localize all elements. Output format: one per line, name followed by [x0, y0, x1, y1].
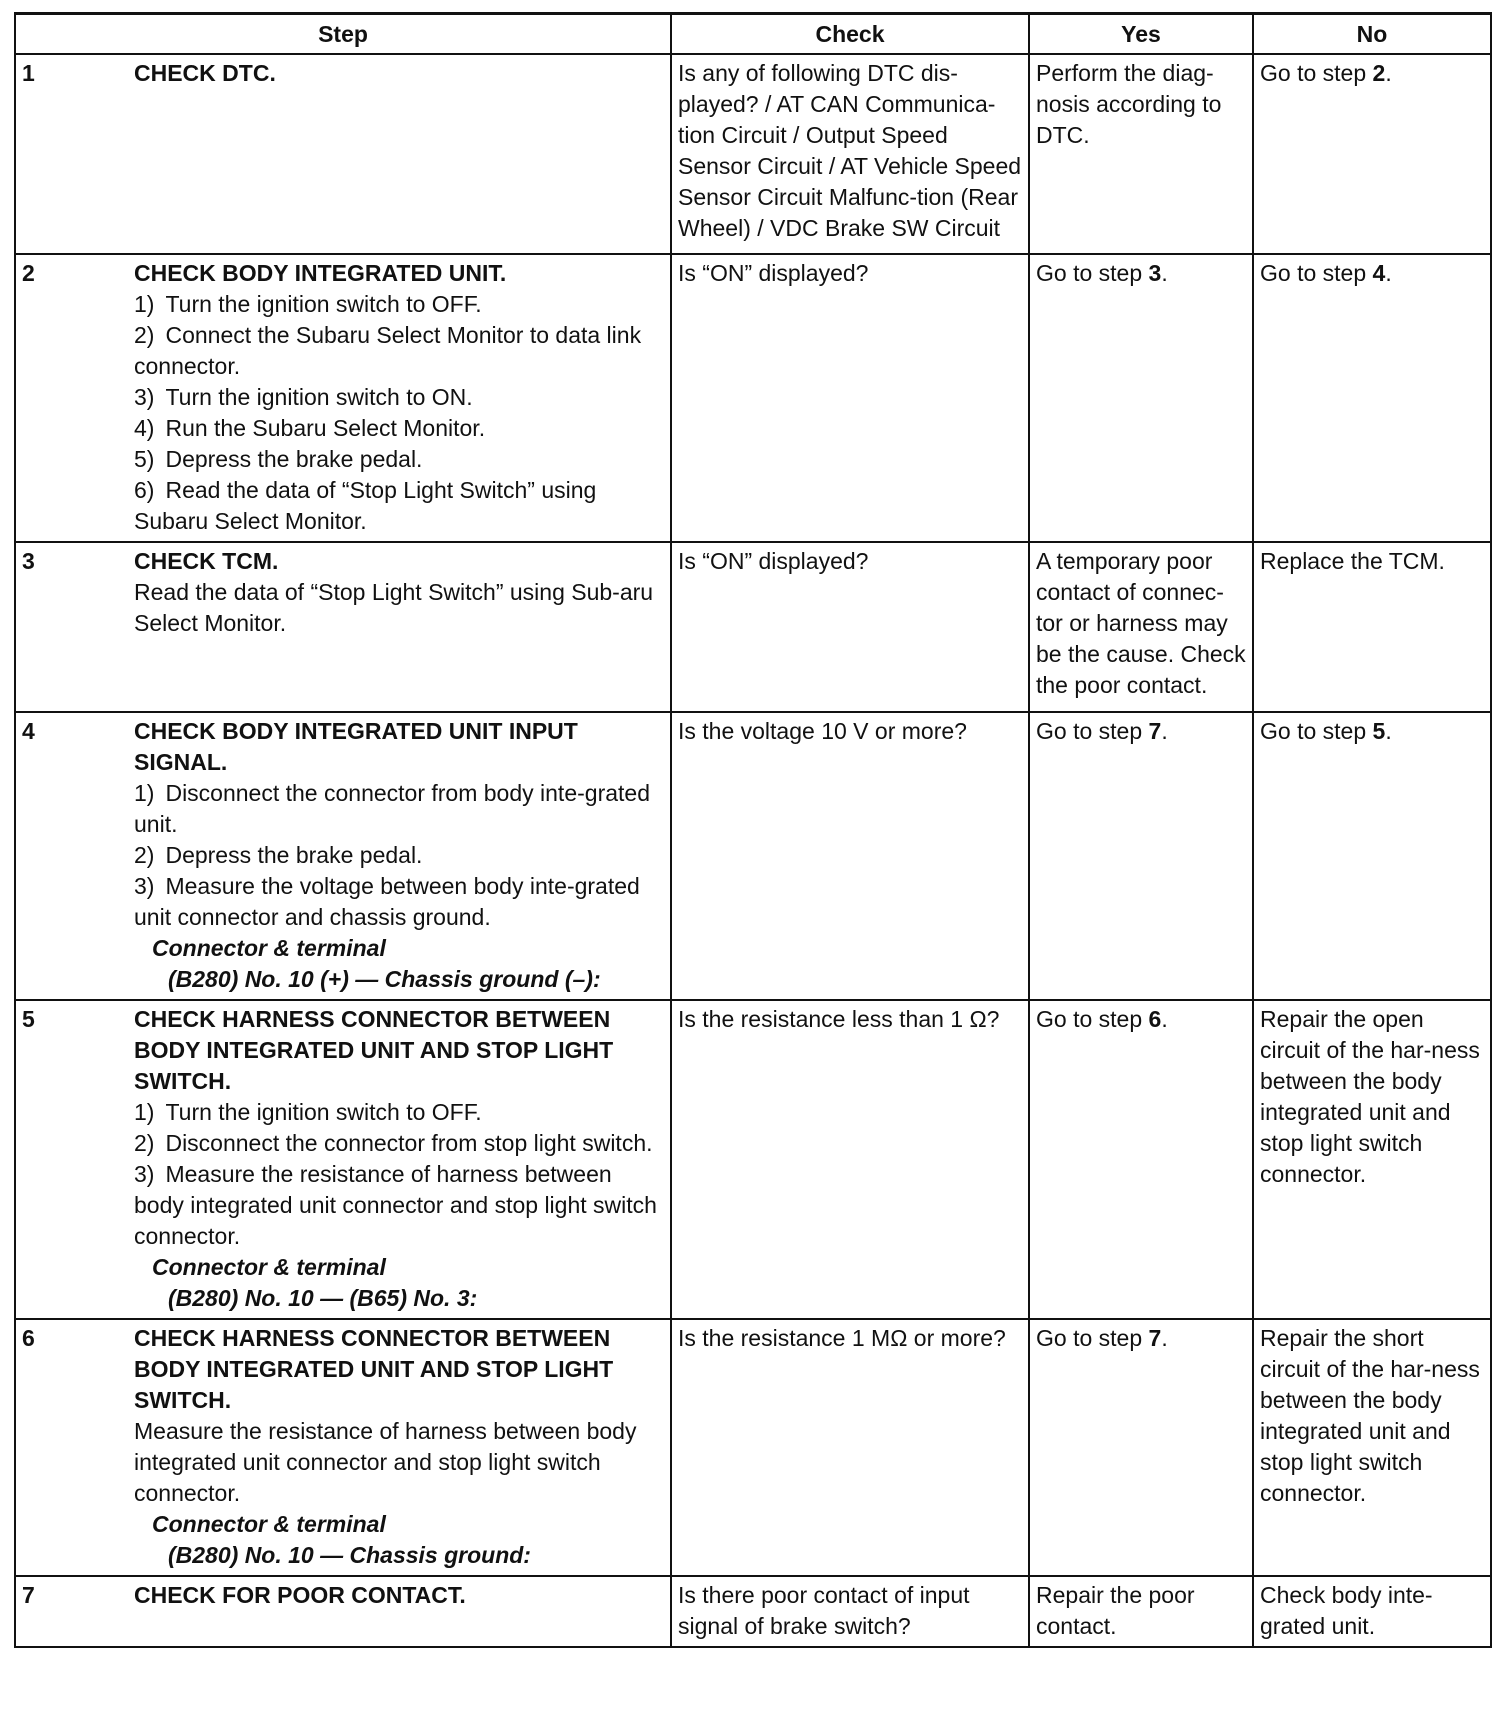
list-item-text: Depress the brake pedal.: [165, 842, 423, 868]
diagnostic-procedure-table: [14, 12, 1492, 1648]
yes-text: Go to step: [1036, 1325, 1149, 1351]
yes-cell: [1029, 1576, 1253, 1647]
list-item-number: 3): [134, 384, 155, 410]
step-cell: [15, 542, 671, 712]
list-item-number: 4): [134, 415, 155, 441]
list-item-number: 6): [134, 477, 155, 503]
no-text: Go to step: [1260, 260, 1373, 286]
step-number: 4: [22, 718, 35, 744]
connector-terminal-value: (B280) No. 10 — (B65) No. 3:: [168, 1285, 478, 1311]
step-title: CHECK HARNESS CONNECTOR BETWEEN BODY INTEGRATED UNIT AND STOP LIGHT SWITCH.: [134, 1325, 614, 1413]
table-row: [15, 542, 1491, 712]
step-number: 2: [22, 260, 35, 286]
list-item-text: Connect the Subaru Select Monitor to data link connector.: [134, 322, 642, 379]
step-cell: [15, 254, 671, 542]
step-title: CHECK FOR POOR CONTACT.: [134, 1582, 466, 1608]
connector-terminal-heading: Connector & terminal: [152, 1254, 386, 1280]
step-cell: [15, 1576, 671, 1647]
table-body: [15, 54, 1491, 1647]
header-step: Step: [15, 14, 671, 55]
list-item-text: Disconnect the connector from stop light switch.: [165, 1130, 653, 1156]
step-title: CHECK HARNESS CONNECTOR BETWEEN BODY INTEGRATED UNIT AND STOP LIGHT SWITCH.: [134, 1006, 614, 1094]
step-list-item: [134, 871, 665, 933]
step-list-item: [134, 1128, 665, 1159]
no-text: Repair the short circuit of the har-ness between the body integrated unit and stop light switch connector.: [1260, 1325, 1480, 1506]
step-cell: [15, 1000, 671, 1319]
no-cell: [1253, 1319, 1491, 1576]
table-row: [15, 1000, 1491, 1319]
list-item-text: Turn the ignition switch to ON.: [165, 384, 473, 410]
step-number: 6: [22, 1325, 35, 1351]
list-item-text: Measure the resistance of harness between body integrated unit connector and stop light switch connector.: [134, 1161, 657, 1249]
step-list-item: [134, 778, 665, 840]
step-instruction: Measure the resistance of harness between body integrated unit connector and stop light switch connector.: [134, 1418, 637, 1506]
step-number: 1: [22, 60, 35, 86]
table-row: [15, 1576, 1491, 1647]
list-item-number: 3): [134, 1161, 155, 1187]
step-list-item: [134, 1159, 665, 1252]
table-row: [15, 1319, 1491, 1576]
check-cell: Is the resistance 1 MΩ or more?: [671, 1319, 1029, 1576]
check-cell: Is the resistance less than 1 Ω?: [671, 1000, 1029, 1319]
yes-text: Go to step: [1036, 260, 1149, 286]
step-title: CHECK TCM.: [134, 548, 279, 574]
step-title: CHECK DTC.: [134, 60, 276, 86]
header-yes: Yes: [1029, 14, 1253, 55]
yes-cell: [1029, 712, 1253, 1000]
no-text: Replace the TCM.: [1260, 548, 1445, 574]
no-suffix: .: [1385, 260, 1392, 286]
step-list-item: [134, 840, 665, 871]
list-item-number: 2): [134, 842, 155, 868]
no-text: Go to step: [1260, 60, 1373, 86]
list-item-text: Run the Subaru Select Monitor.: [165, 415, 486, 441]
check-cell: Is the voltage 10 V or more?: [671, 712, 1029, 1000]
no-step-ref: 5: [1372, 718, 1386, 744]
connector-terminal-value: (B280) No. 10 — Chassis ground:: [168, 1542, 531, 1568]
yes-text: A temporary poor contact of connec-tor or harness may be the cause. Check the poor contact.: [1036, 548, 1246, 698]
step-list-item: [134, 413, 665, 444]
check-cell: Is any of following DTC dis-played? / AT CAN Communica-tion Circuit / Output Speed Sensor Circuit / AT Vehicle Speed Sensor Circuit Malfunc-tion (Rear Wheel) / VDC Brake SW Circuit: [671, 54, 1029, 254]
check-cell: Is “ON” displayed?: [671, 542, 1029, 712]
list-item-number: 1): [134, 291, 155, 317]
no-suffix: .: [1385, 60, 1392, 86]
step-cell: [15, 1319, 671, 1576]
yes-cell: [1029, 1319, 1253, 1576]
step-body: [134, 546, 665, 639]
list-item-text: Read the data of “Stop Light Switch” using Subaru Select Monitor.: [134, 477, 597, 534]
table-row: [15, 54, 1491, 254]
no-cell: [1253, 54, 1491, 254]
connector-terminal-value: (B280) No. 10 (+) — Chassis ground (–):: [168, 966, 601, 992]
yes-step-ref: 6: [1148, 1006, 1162, 1032]
no-cell: [1253, 542, 1491, 712]
step-list-item: [134, 475, 665, 537]
step-number: 5: [22, 1006, 35, 1032]
list-item-text: Turn the ignition switch to OFF.: [165, 1099, 482, 1125]
step-list-item: [134, 320, 665, 382]
yes-text: Go to step: [1036, 1006, 1149, 1032]
header-check: Check: [671, 14, 1029, 55]
step-title: CHECK BODY INTEGRATED UNIT INPUT SIGNAL.: [134, 718, 578, 775]
yes-step-ref: 7: [1148, 1325, 1162, 1351]
step-body: [134, 716, 665, 995]
no-cell: [1253, 712, 1491, 1000]
yes-cell: [1029, 54, 1253, 254]
step-body: [134, 1004, 665, 1314]
yes-text: Perform the diag-nosis according to DTC.: [1036, 60, 1222, 148]
step-list-item: [134, 1097, 665, 1128]
step-body: [134, 1580, 665, 1611]
step-title: CHECK BODY INTEGRATED UNIT.: [134, 260, 507, 286]
yes-suffix: .: [1161, 260, 1168, 286]
step-list-item: [134, 382, 665, 413]
step-list-item: [134, 289, 665, 320]
list-item-text: Disconnect the connector from body inte-grated unit.: [134, 780, 650, 837]
yes-cell: [1029, 1000, 1253, 1319]
yes-suffix: .: [1161, 1006, 1168, 1032]
no-step-ref: 2: [1372, 60, 1386, 86]
list-item-number: 1): [134, 1099, 155, 1125]
yes-text: Go to step: [1036, 718, 1149, 744]
connector-terminal-heading: Connector & terminal: [152, 1511, 386, 1537]
step-body: [134, 258, 665, 537]
list-item-text: Turn the ignition switch to OFF.: [165, 291, 482, 317]
list-item-number: 1): [134, 780, 155, 806]
yes-suffix: .: [1161, 718, 1168, 744]
yes-cell: [1029, 254, 1253, 542]
list-item-text: Depress the brake pedal.: [165, 446, 423, 472]
step-body: [134, 1323, 665, 1571]
no-cell: [1253, 1576, 1491, 1647]
connector-terminal-heading: Connector & terminal: [152, 935, 386, 961]
yes-step-ref: 7: [1148, 718, 1162, 744]
step-list-item: [134, 444, 665, 475]
list-item-number: 5): [134, 446, 155, 472]
table-row: [15, 254, 1491, 542]
step-body: [134, 58, 665, 89]
no-cell: [1253, 1000, 1491, 1319]
check-cell: Is “ON” displayed?: [671, 254, 1029, 542]
yes-suffix: .: [1161, 1325, 1168, 1351]
yes-step-ref: 3: [1148, 260, 1162, 286]
no-step-ref: 4: [1372, 260, 1386, 286]
step-number: 3: [22, 548, 35, 574]
step-number: 7: [22, 1582, 35, 1608]
no-text: Check body inte-grated unit.: [1260, 1582, 1433, 1639]
header-no: No: [1253, 14, 1491, 55]
check-cell: Is there poor contact of input signal of brake switch?: [671, 1576, 1029, 1647]
header-row: [15, 14, 1491, 55]
yes-cell: [1029, 542, 1253, 712]
step-instruction: Read the data of “Stop Light Switch” using Sub-aru Select Monitor.: [134, 579, 654, 636]
list-item-number: 2): [134, 1130, 155, 1156]
yes-text: Repair the poor contact.: [1036, 1582, 1195, 1639]
no-suffix: .: [1385, 718, 1392, 744]
no-cell: [1253, 254, 1491, 542]
table-row: [15, 712, 1491, 1000]
list-item-number: 3): [134, 873, 155, 899]
step-cell: [15, 54, 671, 254]
no-text: Go to step: [1260, 718, 1373, 744]
step-cell: [15, 712, 671, 1000]
list-item-number: 2): [134, 322, 155, 348]
list-item-text: Measure the voltage between body inte-grated unit connector and chassis ground.: [134, 873, 640, 930]
no-text: Repair the open circuit of the har-ness between the body integrated unit and stop light switch connector.: [1260, 1006, 1480, 1187]
